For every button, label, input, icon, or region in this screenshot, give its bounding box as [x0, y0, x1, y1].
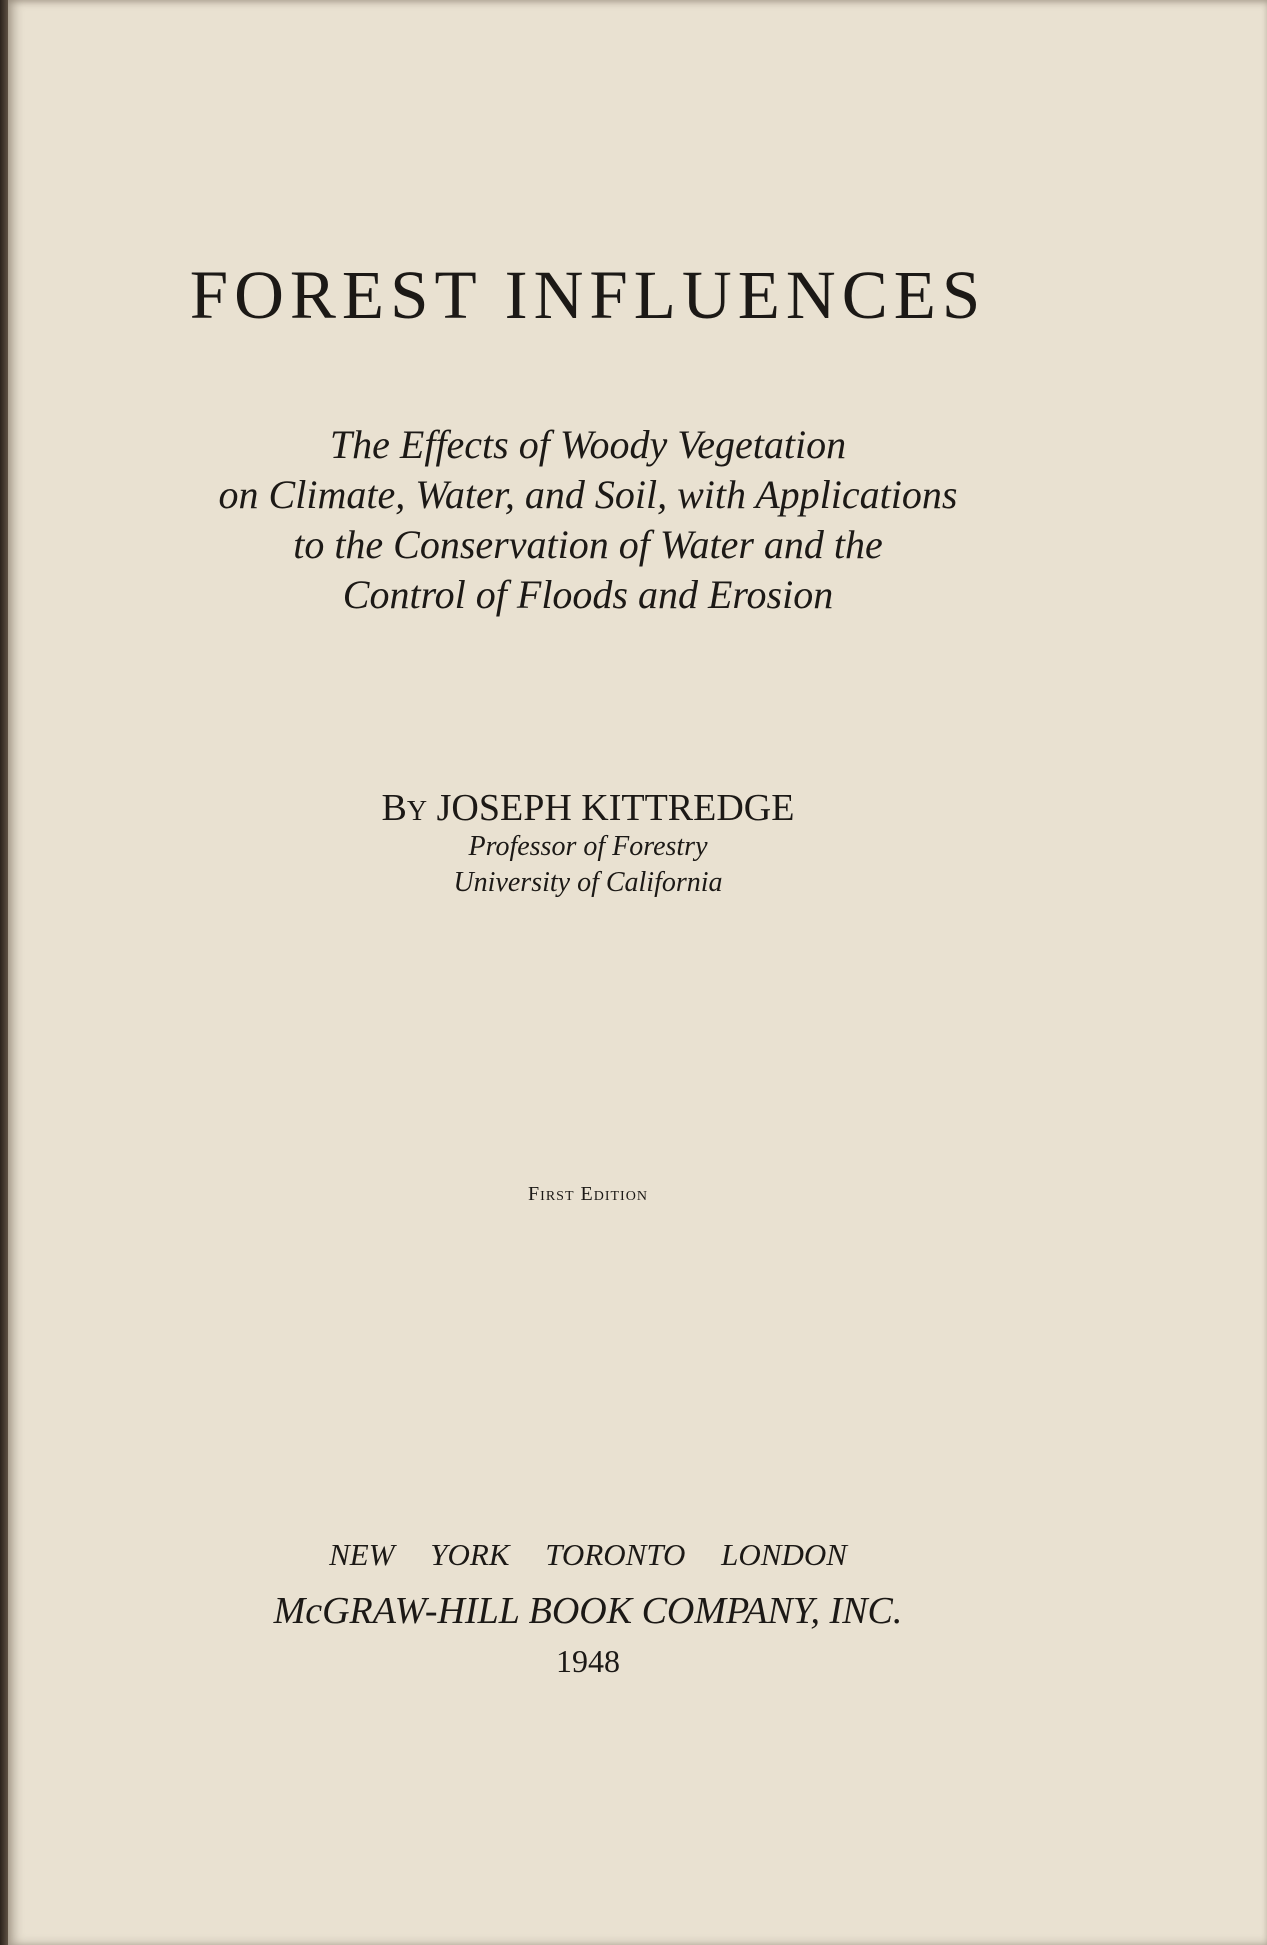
publication-year: 1948	[556, 1643, 620, 1679]
author-affiliation	[8, 829, 1168, 901]
subtitle-line: on Climate, Water, and Soil, with Applications	[218, 472, 958, 517]
affiliation-institution: University of California	[453, 867, 723, 898]
author-prefix-initial: B	[381, 787, 407, 829]
author-prefix-rest: Y	[406, 796, 428, 827]
book-subtitle	[8, 420, 1168, 620]
affiliation-title: Professor of Forestry	[468, 831, 708, 862]
edition-label: First Edition	[528, 1183, 648, 1205]
subtitle-line: to the Conservation of Water and the	[293, 522, 883, 567]
publisher-cities: NEW YORK TORONTO LONDON	[329, 1537, 847, 1572]
publisher-name: McGRAW-HILL BOOK COMPANY, INC.	[273, 1590, 903, 1632]
subtitle-line: The Effects of Woody Vegetation	[329, 422, 847, 467]
author-line	[8, 785, 1168, 835]
subtitle-line: Control of Floods and Erosion	[342, 572, 834, 617]
book-title: FOREST INFLUENCES	[189, 257, 987, 333]
author-name: JOSEPH KITTREDGE	[436, 787, 795, 829]
title-page	[8, 0, 1267, 1945]
